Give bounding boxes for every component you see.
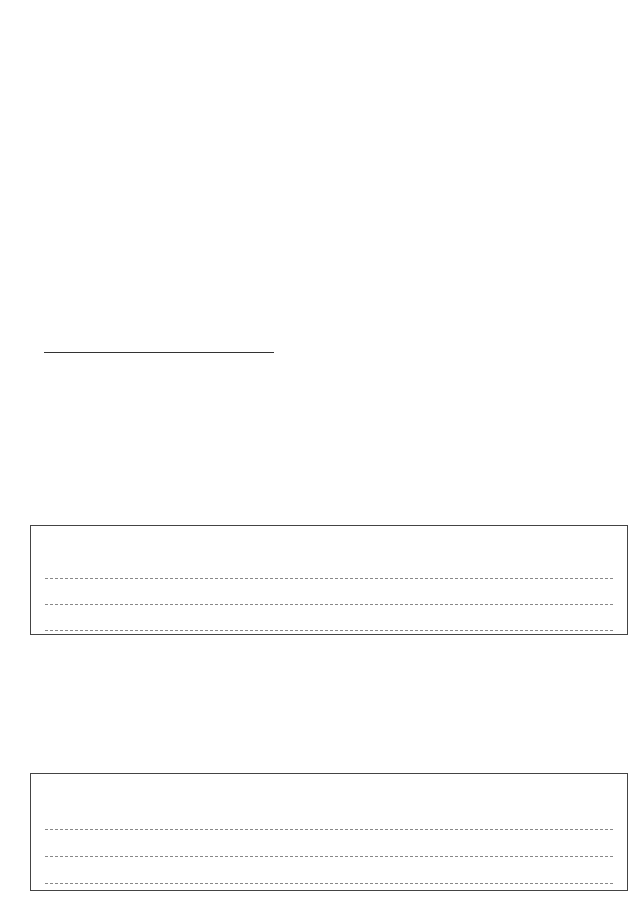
q4-comment-box — [30, 773, 628, 891]
q3-comment-box — [30, 525, 628, 635]
